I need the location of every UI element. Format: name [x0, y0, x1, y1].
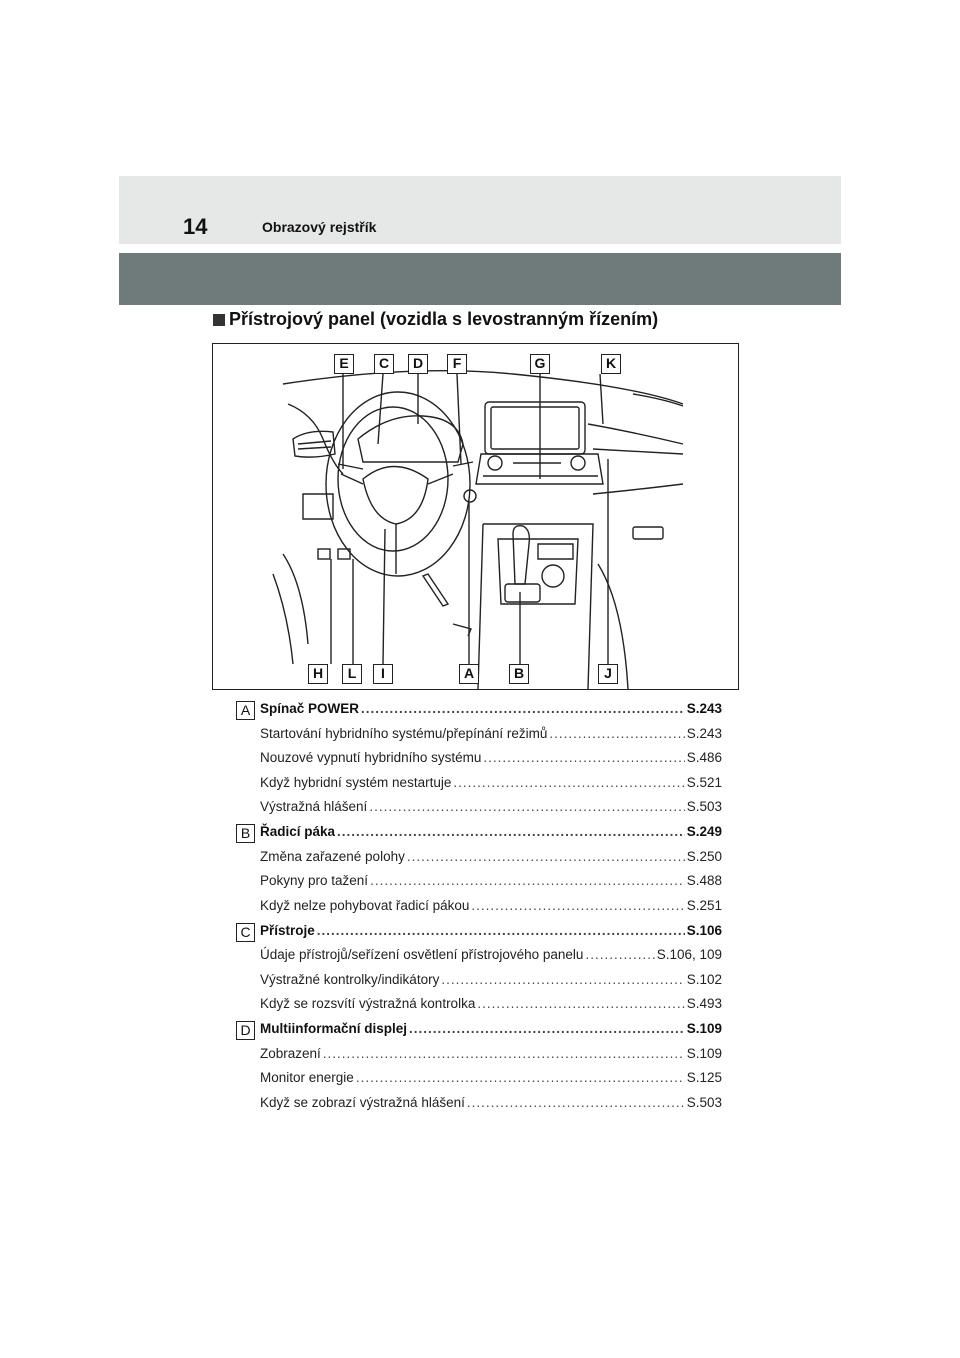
list-item: Multiinformační displej ..... S.109 [260, 1021, 722, 1046]
entry-group-b [236, 824, 722, 922]
section-band [119, 253, 841, 305]
callout-d: D [408, 354, 428, 374]
entry-group-a [236, 701, 722, 824]
list-item: Nouzové vypnutí hybridního systému ..... S.486 [260, 750, 722, 775]
section-heading [213, 309, 658, 330]
list-item: Když se rozsvítí výstražná kontrolka ..... S.493 [260, 996, 722, 1021]
callout-g: G [530, 354, 550, 374]
list-item: Pokyny pro tažení ..... S.488 [260, 873, 722, 898]
callout-c: C [374, 354, 394, 374]
group-letter-d: D [236, 1021, 255, 1040]
square-bullet-icon [213, 314, 225, 326]
chapter-title: Obrazový rejstřík [262, 219, 377, 235]
list-item: Výstražná hlášení ..... S.503 [260, 799, 722, 824]
callout-e: E [334, 354, 354, 374]
callout-h: H [308, 664, 328, 684]
callout-a: A [459, 664, 479, 684]
list-item: Výstražné kontrolky/indikátory ..... S.102 [260, 972, 722, 997]
list-item: Spínač POWER ..... S.243 [260, 701, 722, 726]
entry-group-c [236, 923, 722, 1021]
list-item: Řadicí páka ..... S.249 [260, 824, 722, 849]
callout-f: F [447, 354, 467, 374]
header-band [119, 176, 841, 244]
list-item: Když se zobrazí výstražná hlášení ..... S.503 [260, 1095, 722, 1120]
index-entries [236, 701, 722, 1119]
group-letter-a: A [236, 701, 255, 720]
group-letter-b: B [236, 824, 255, 843]
callout-k: K [601, 354, 621, 374]
list-item: Když nelze pohybovat řadicí pákou ..... S.251 [260, 898, 722, 923]
list-item: Přístroje ..... S.106 [260, 923, 722, 948]
entry-group-d [236, 1021, 722, 1119]
callout-i: I [373, 664, 393, 684]
callout-l: L [342, 664, 362, 684]
callout-j: J [598, 664, 618, 684]
callout-b: B [509, 664, 529, 684]
list-item: Zobrazení ..... S.109 [260, 1046, 722, 1071]
list-item: Monitor energie ..... S.125 [260, 1070, 722, 1095]
group-letter-c: C [236, 923, 255, 942]
list-item: Když hybridní systém nestartuje ..... S.521 [260, 775, 722, 800]
dashboard-line-drawing [213, 344, 739, 690]
list-item: Startování hybridního systému/přepínání režimů ..... S.243 [260, 726, 722, 751]
list-item: Údaje přístrojů/seřízení osvětlení přístrojového panelu ..... S.106, 109 [260, 947, 722, 972]
page-number: 14 [183, 214, 208, 239]
section-heading-text: Přístrojový panel (vozidla s levostranným řízením) [229, 309, 659, 329]
dashboard-illustration [212, 343, 739, 690]
list-item: Změna zařazené polohy ..... S.250 [260, 849, 722, 874]
